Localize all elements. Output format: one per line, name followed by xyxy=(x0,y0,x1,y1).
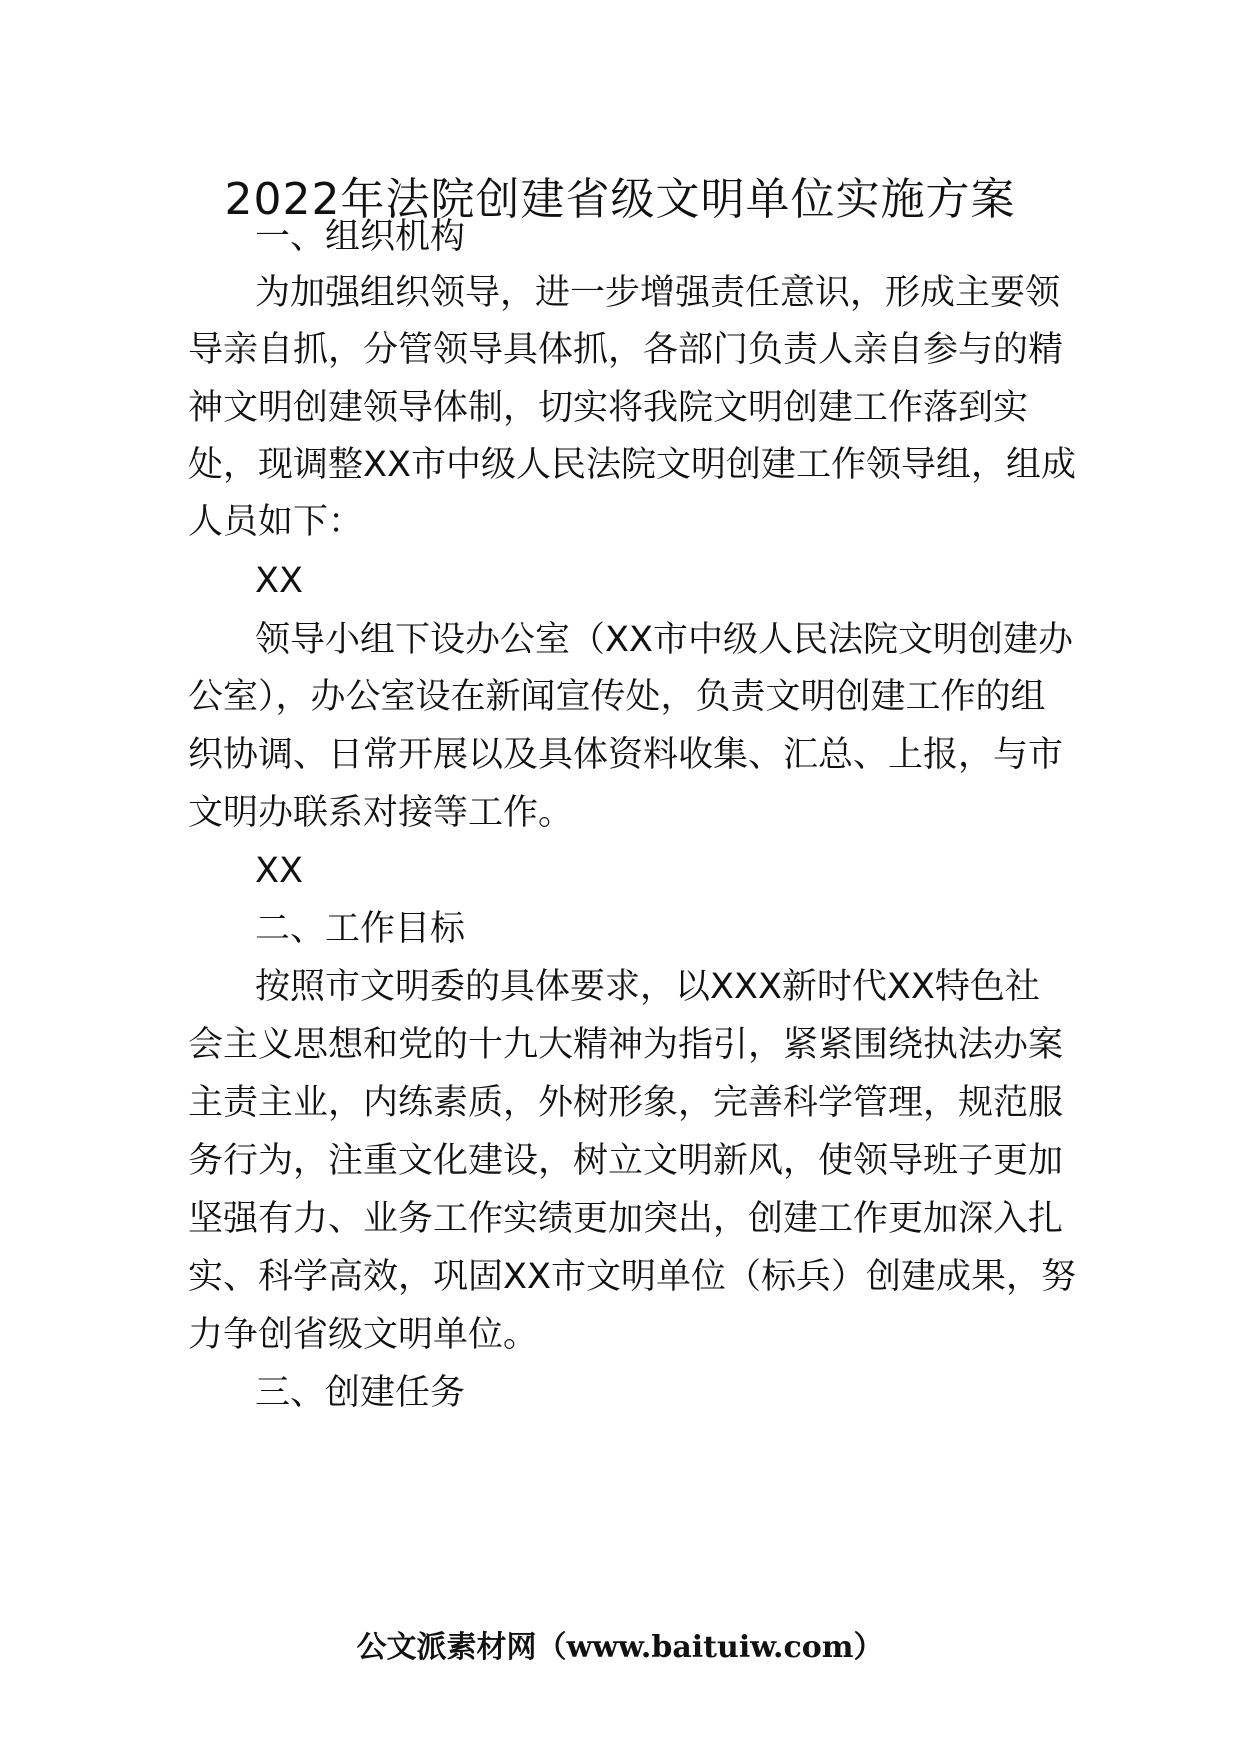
heading-work-goals: 二、工作目标 xyxy=(255,909,466,949)
paragraph-line: 导亲自抓，分管领导具体抓，各部门负责人亲自参与的精 xyxy=(188,330,1064,370)
paragraph-line: 织协调、日常开展以及具体资料收集、汇总、上报，与市 xyxy=(188,735,1064,775)
heading-creation-tasks: 三、创建任务 xyxy=(255,1373,466,1413)
footer-source: 公文派素材网（www.baituiw.com） xyxy=(356,1630,884,1665)
paragraph-line: 务行为，注重文化建设，树立文明新风，使领导班子更加 xyxy=(188,1141,1064,1181)
paragraph-line: 公室），办公室设在新闻宣传处，负责文明创建工作的组 xyxy=(188,677,1046,717)
paragraph-line: 按照市文明委的具体要求，以XXX新时代XX特色社 xyxy=(255,967,1040,1007)
document-title: 2022年法院创建省级文明单位实施方案 xyxy=(224,174,1016,225)
paragraph-line: 文明办联系对接等工作。 xyxy=(188,793,574,833)
paragraph-line: 为加强组织领导，进一步增强责任意识，形成主要领 xyxy=(255,273,1061,313)
paragraph-line: 会主义思想和党的十九大精神为指引，紧紧围绕执法办案 xyxy=(188,1025,1064,1065)
paragraph-line: 领导小组下设办公室（XX市中级人民法院文明创建办 xyxy=(255,620,1073,660)
paragraph-line: 实、科学高效，巩固XX市文明单位（标兵）创建成果，努 xyxy=(188,1257,1076,1297)
paragraph-line: 处，现调整XX市中级人民法院文明创建工作领导组，组成 xyxy=(188,445,1076,485)
heading-organization: 一、组织机构 xyxy=(255,217,466,257)
paragraph-line: 神文明创建领导体制，切实将我院文明创建工作落到实 xyxy=(188,388,1029,428)
paragraph-line: 坚强有力、业务工作实绩更加突出，创建工作更加深入扎 xyxy=(188,1199,1064,1239)
placeholder-name: XX xyxy=(255,851,303,891)
paragraph-line: 主责主业，内练素质，外树形象，完善科学管理，规范服 xyxy=(188,1083,1064,1123)
paragraph-line: 力争创省级文明单位。 xyxy=(188,1315,539,1355)
paragraph-line: 人员如下： xyxy=(188,502,364,542)
placeholder-name: XX xyxy=(255,561,303,601)
